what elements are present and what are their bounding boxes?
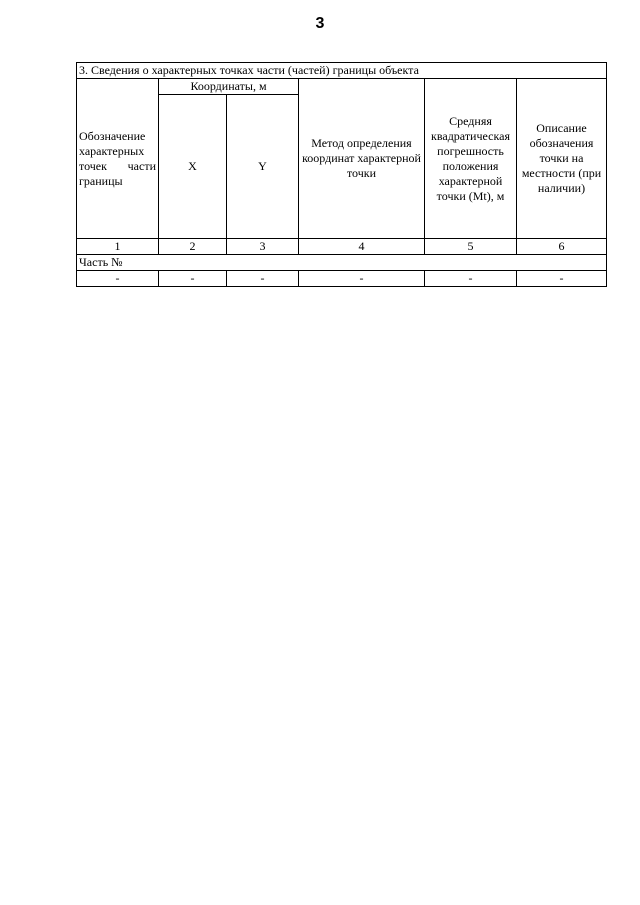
header-row-top [77,79,607,95]
header-y: Y [227,95,299,239]
table-row [77,271,607,287]
table-cell: - [227,271,299,287]
table-cell: - [425,271,517,287]
column-number: 1 [77,239,159,255]
section-title-row [77,63,607,79]
characteristic-points-table [76,62,607,287]
section-title: 3. Сведения о характерных точках части (частей) границы объекта [77,63,607,79]
table-cell: - [159,271,227,287]
header-method: Метод определения координат характерной точки [299,79,425,239]
header-error: Средняя квадратическая погрешность положения характерной точки (Mt), м [425,79,517,239]
column-number: 3 [227,239,299,255]
table-cell: - [299,271,425,287]
column-number: 4 [299,239,425,255]
table-cell: - [517,271,607,287]
table-cell: - [77,271,159,287]
part-row [77,255,607,271]
column-number: 5 [425,239,517,255]
page-number: 3 [315,15,325,32]
part-label: Часть № [77,255,607,271]
header-designation: Обозначение характерных точек части границы [77,79,159,239]
column-numbers-row [77,239,607,255]
column-number: 2 [159,239,227,255]
header-coordinates: Координаты, м [159,79,299,95]
header-x: X [159,95,227,239]
column-number: 6 [517,239,607,255]
header-description: Описание обозначения точки на местности (при наличии) [517,79,607,239]
